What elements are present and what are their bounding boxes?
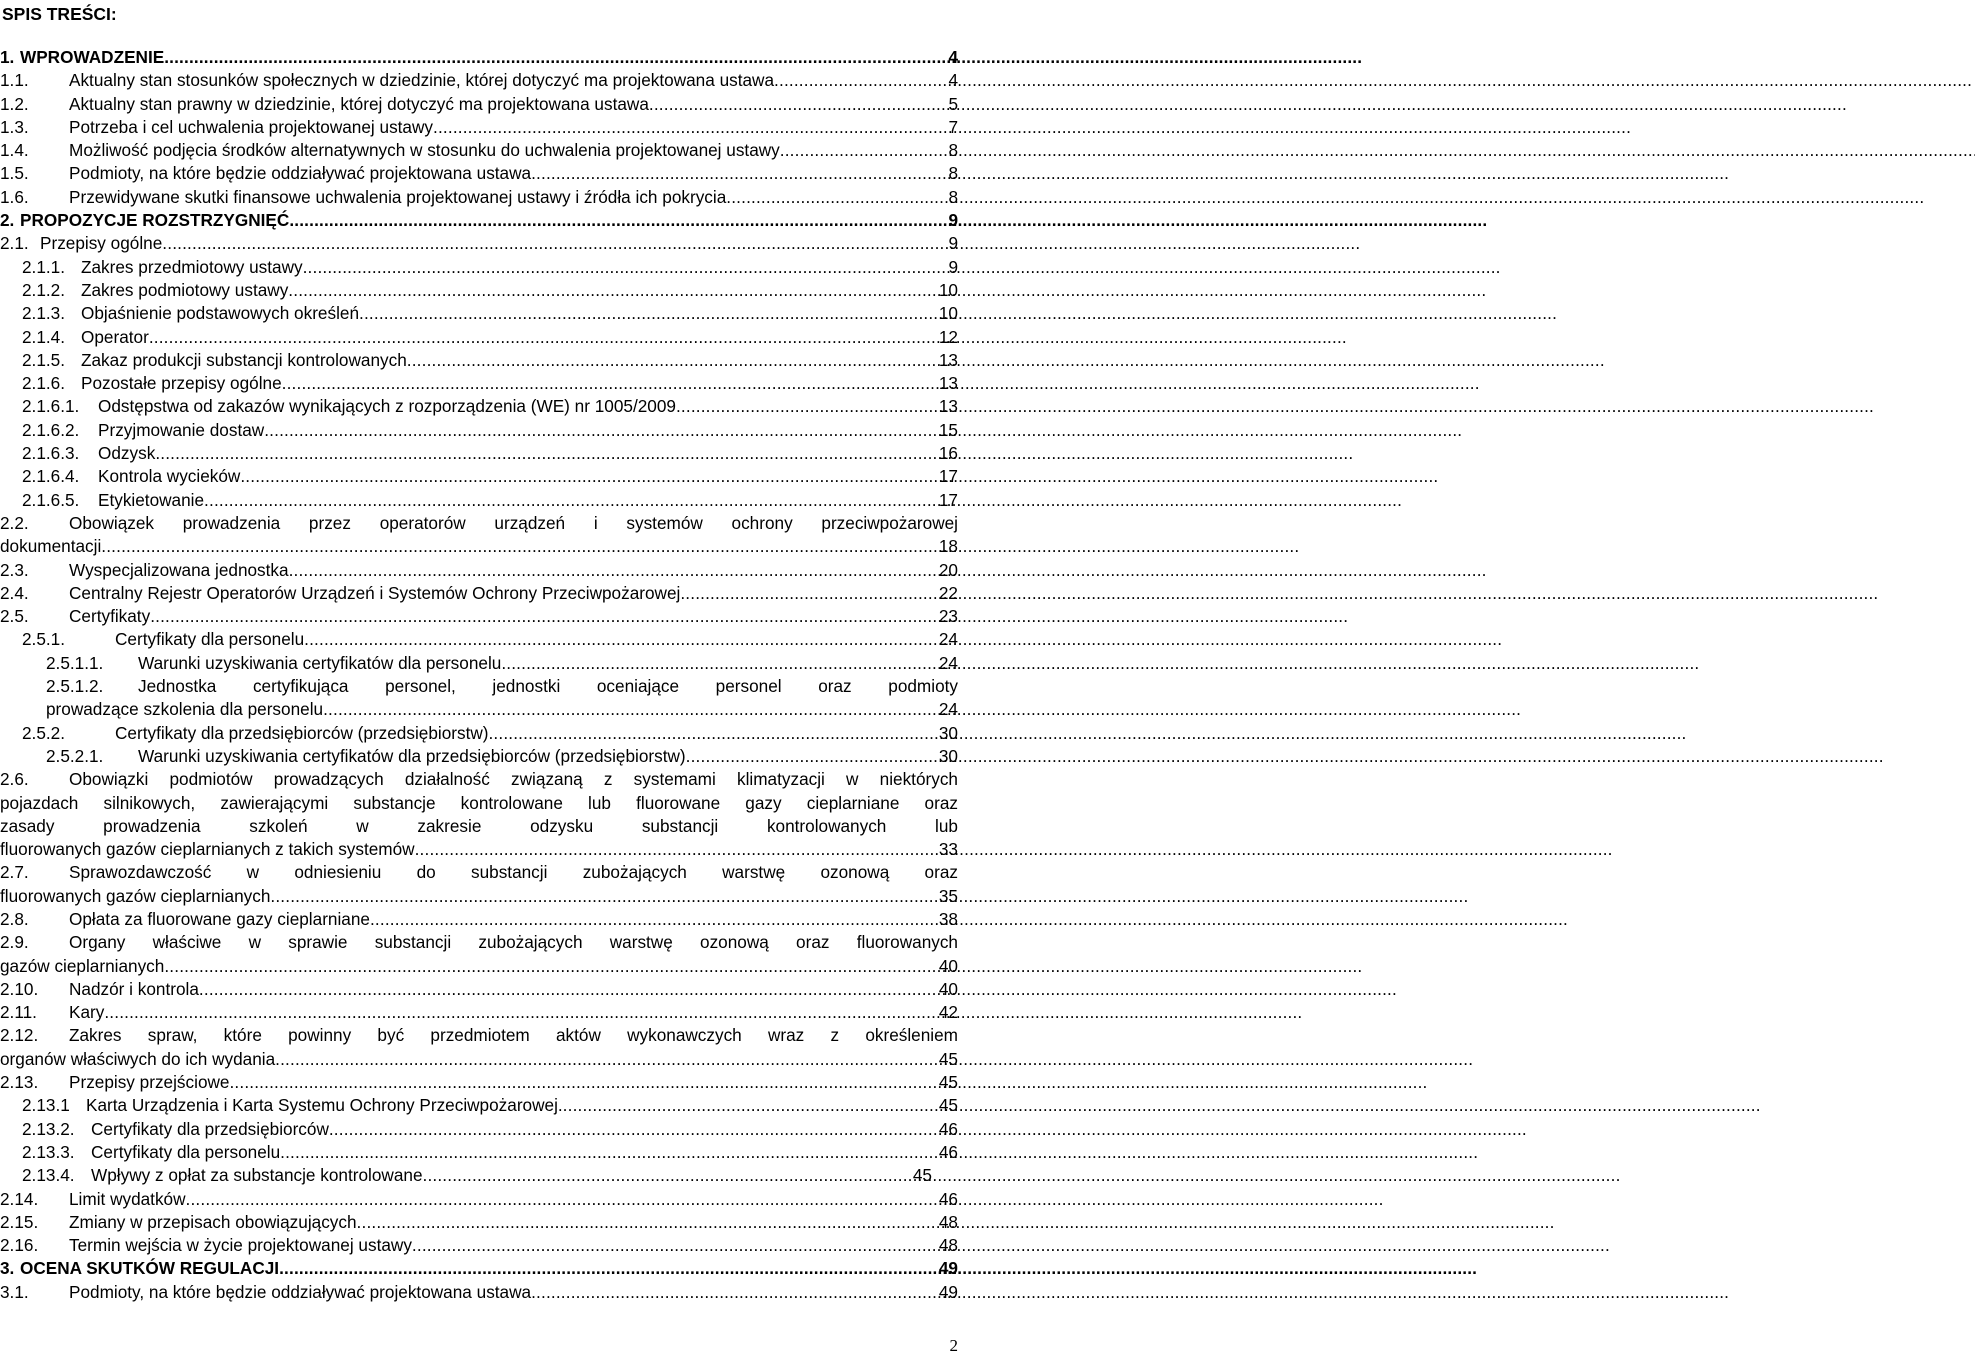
toc-entry-number: 2.7. (0, 862, 29, 883)
dot-leader (686, 745, 939, 768)
toc-entry[interactable] (0, 722, 958, 745)
toc-entry-number: 1.5. (0, 163, 29, 184)
toc-entry-number: 3. (0, 1258, 15, 1279)
toc-entry[interactable] (0, 1234, 958, 1257)
toc-entry-title: Organy właściwe w sprawie substancji zubożających warstwę ozonową oraz fluorowanych (69, 932, 958, 953)
toc-entry-title: Certyfikaty (69, 606, 151, 627)
dot-leader (303, 256, 949, 279)
dot-leader (488, 722, 938, 745)
toc-entry-page: 7 (948, 116, 958, 137)
dot-leader (423, 1164, 913, 1187)
toc-entry[interactable] (0, 1118, 958, 1141)
toc-entry-number: 2.1.1. (22, 256, 66, 277)
toc-entry-title-continued: organów właściwych do ich wydania (0, 1048, 276, 1069)
toc-entry-number: 2.6. (0, 769, 29, 790)
toc-entry[interactable] (0, 861, 958, 908)
toc-entry-title: Przepisy przejściowe (69, 1072, 230, 1093)
toc-entry-title: WPROWADZENIE (20, 47, 165, 67)
toc-entry[interactable] (0, 162, 958, 185)
dot-leader (649, 93, 949, 116)
toc-entry-title: Podmioty, na które będzie oddziaływać projektowana ustawa (69, 163, 532, 184)
toc-entry-title: Aktualny stan prawny w dziedzinie, której dotyczyć ma projektowana ustawa (69, 93, 649, 114)
toc-entry-page: 9 (948, 210, 958, 231)
toc-entry-page: 45 (938, 1072, 958, 1093)
toc-entry[interactable] (0, 349, 958, 372)
dot-leader (275, 1048, 939, 1071)
toc-entry[interactable] (0, 1024, 958, 1071)
toc-entry-number: 1.2. (0, 93, 29, 114)
toc-entry[interactable] (0, 489, 958, 512)
toc-entry-page: 49 (938, 1281, 958, 1302)
dot-leader (289, 559, 939, 582)
dot-leader (186, 1188, 939, 1211)
toc-entry[interactable] (0, 652, 958, 675)
toc-entry[interactable] (0, 419, 958, 442)
dot-leader (279, 1257, 939, 1280)
toc-entry[interactable] (0, 1164, 958, 1187)
toc-entry-page: 8 (948, 163, 958, 184)
toc-entry-page: 46 (938, 1188, 958, 1209)
toc-entry-page: 38 (938, 908, 958, 929)
toc-entry-page: 33 (938, 839, 958, 860)
toc-entry-number: 2.1.2. (22, 279, 66, 300)
toc-entry[interactable] (0, 675, 958, 722)
toc-entry-title-continued: pojazdach silnikowych, zawierającymi substancje kontrolowane lub fluorowane gazy cieplarniane oraz (0, 792, 958, 813)
toc-entry-title: Odstępstwa od zakazów wynikających z rozporządzenia (WE) nr 1005/2009 (98, 396, 676, 417)
toc-entry-title: Obowiązki podmiotów prowadzących działalność związaną z systemami klimatyzacji w niektórych (69, 769, 958, 790)
toc-entry-number: 2.1.6.5. (22, 489, 80, 510)
dot-leader (280, 1141, 939, 1164)
toc-entry-number: 2.5.2.1. (46, 745, 104, 766)
toc-entry-title: Zakaz produkcji substancji kontrolowanych (81, 349, 407, 370)
toc-entry[interactable] (0, 628, 958, 651)
toc-entry-title: Przyjmowanie dostaw (98, 419, 265, 440)
dot-leader (282, 372, 939, 395)
toc-entry-page: 30 (938, 722, 958, 743)
toc-entry-title: Warunki uzyskiwania certyfikatów dla personelu (138, 652, 502, 673)
toc-entry-page: 9 (948, 233, 958, 254)
toc-entry[interactable] (0, 582, 958, 605)
toc-entry-number: 2.1.6.1. (22, 396, 80, 417)
toc-entry-number: 2.2. (0, 512, 29, 533)
toc-entry-title: Certyfikaty dla personelu (91, 1141, 281, 1162)
toc-entry[interactable] (0, 768, 958, 861)
dot-leader (563, 1094, 939, 1117)
toc-entry-page: 10 (938, 279, 958, 300)
toc-entry[interactable] (0, 1094, 958, 1117)
toc-entry-page: 45 (938, 1048, 958, 1069)
toc-entry-page: 45 (912, 1165, 932, 1186)
dot-leader (780, 139, 949, 162)
toc-entry-page: 48 (938, 1211, 958, 1232)
toc-entry-page: 13 (938, 373, 958, 394)
dot-leader (150, 605, 939, 628)
toc-entry[interactable] (0, 908, 958, 931)
toc-entry-page: 48 (938, 1235, 958, 1256)
toc-entry[interactable] (0, 395, 958, 418)
toc-entry[interactable] (0, 745, 958, 768)
toc-entry-page: 16 (938, 443, 958, 464)
toc-entry-title: Wpływy z opłat za substancje kontrolowane (91, 1165, 423, 1186)
toc-entry-page: 10 (938, 303, 958, 324)
dot-leader (323, 698, 939, 721)
toc-entry-title: Odzysk (98, 443, 156, 464)
toc-entry-number: 1.4. (0, 140, 29, 161)
toc-entry[interactable] (0, 1211, 958, 1234)
toc-entry[interactable] (0, 559, 958, 582)
toc-entry-title: Wyspecjalizowana jednostka (69, 559, 289, 580)
toc-entry-title: Zakres podmiotowy ustawy (81, 279, 289, 300)
toc-entry-number: 2.13.2. (22, 1118, 75, 1139)
toc-entry[interactable] (0, 69, 958, 92)
toc-entry-page: 4 (948, 47, 958, 67)
dot-leader (155, 442, 939, 465)
toc-entry-title: Etykietowanie (98, 489, 205, 510)
toc-entry-number: 2.10. (0, 978, 39, 999)
toc-entry-page: 20 (938, 559, 958, 580)
toc-entry-number: 2.9. (0, 932, 29, 953)
dot-leader (240, 465, 939, 488)
toc-entry-number: 2.3. (0, 559, 29, 580)
dot-leader (357, 1211, 939, 1234)
toc-entry-page: 8 (948, 186, 958, 207)
toc-entry-number: 2.5.2. (22, 722, 66, 743)
toc-entry-page: 22 (938, 582, 958, 603)
toc-entry[interactable] (0, 1188, 958, 1211)
toc-entry-page: 17 (938, 489, 958, 510)
dot-leader (680, 582, 939, 605)
toc-entry-title: Aktualny stan stosunków społecznych w dziedzinie, której dotyczyć ma projektowana ustawa (69, 70, 775, 91)
dot-leader (501, 652, 939, 675)
toc-entry-page: 49 (938, 1258, 958, 1279)
toc-heading: SPIS TREŚCI: (2, 4, 117, 24)
toc-entry-page: 18 (938, 536, 958, 557)
dot-leader (726, 186, 948, 209)
toc-entry-title: Warunki uzyskiwania certyfikatów dla przedsiębiorców (przedsiębiorstw) (138, 745, 686, 766)
toc-entry-title-continued: prowadzące szkolenia dla personelu (46, 699, 324, 720)
toc-entry-title: Zmiany w przepisach obowiązujących (69, 1211, 357, 1232)
toc-entry[interactable] (0, 372, 958, 395)
toc-entry-page: 17 (938, 466, 958, 487)
dot-leader (415, 838, 939, 861)
toc-entry[interactable] (0, 279, 958, 302)
dot-leader (531, 1281, 939, 1304)
toc-entry-number: 2.13. (0, 1072, 39, 1093)
dot-leader (164, 46, 948, 69)
toc-entry-title: Obowiązek prowadzenia przez operatorów urządzeń i systemów ochrony przeciwpożarowej (69, 512, 958, 533)
toc-entry-number: 2.1.6.4. (22, 466, 80, 487)
toc-entry-number: 2.1.5. (22, 349, 66, 370)
toc-entry-title: Objaśnienie podstawowych określeń (81, 303, 360, 324)
toc-entry-page: 45 (938, 1095, 958, 1116)
toc-entry-title: Centralny Rejestr Operatorów Urządzeń i Systemów Ochrony Przeciwpożarowej (69, 582, 681, 603)
toc-entry[interactable] (0, 442, 958, 465)
toc-entry-title-continued: gazów cieplarnianych (0, 955, 165, 976)
toc-entry-number: 2.8. (0, 908, 29, 929)
toc-entry-number: 2.14. (0, 1188, 39, 1209)
dot-leader (204, 489, 939, 512)
toc-entry[interactable] (0, 1281, 958, 1304)
dot-leader (162, 232, 948, 255)
toc-entry[interactable] (0, 1141, 958, 1164)
toc-entry-page: 5 (948, 93, 958, 114)
dot-leader (531, 162, 948, 185)
toc-entry-number: 2.13.3. (22, 1141, 75, 1162)
document-page (0, 0, 960, 1361)
toc-entry-page: 40 (938, 955, 958, 976)
dot-leader (433, 116, 948, 139)
dot-leader (288, 279, 939, 302)
toc-entry[interactable] (0, 931, 958, 978)
toc-entry-page: 24 (938, 699, 958, 720)
toc-entry-page: 23 (938, 606, 958, 627)
toc-entry[interactable] (0, 302, 958, 325)
toc-entry-page: 24 (938, 629, 958, 650)
toc-entry[interactable] (0, 465, 958, 488)
toc-entry-number: 2.1.6.2. (22, 419, 80, 440)
toc-entry-number: 2.1.6.3. (22, 443, 80, 464)
dot-leader (329, 1118, 939, 1141)
dot-leader (289, 209, 948, 232)
toc-entry-title: Zakres spraw, które powinny być przedmiotem aktów wykonawczych wraz z określeniem (69, 1025, 958, 1046)
dot-leader (164, 955, 939, 978)
toc-entry-title: Sprawozdawczość w odniesieniu do substancji zubożających warstwę ozonową oraz (69, 862, 958, 883)
toc-entry[interactable] (0, 232, 958, 255)
toc-entry[interactable] (0, 605, 958, 628)
toc-entry-number: 2.5.1.2. (46, 676, 104, 697)
toc-entry-title: Kontrola wycieków (98, 466, 241, 487)
toc-entry-number: 2.1.6. (22, 373, 66, 394)
dot-leader (359, 302, 939, 325)
dot-leader (370, 908, 939, 931)
table-of-contents (0, 46, 958, 1304)
toc-entry-title-continued: zasady prowadzenia szkoleń w zakresie odzysku substancji kontrolowanych lub (0, 815, 958, 836)
toc-entry-page: 15 (938, 419, 958, 440)
toc-entry-title: Opłata za fluorowane gazy cieplarniane (69, 908, 370, 929)
toc-entry[interactable] (0, 93, 958, 116)
toc-entry-title: Karta Urządzenia i Karta Systemu Ochrony Przeciwpożarowej. (86, 1095, 563, 1116)
toc-entry-number: 2.5.1.1. (46, 652, 104, 673)
toc-entry-title: Operator (81, 326, 149, 347)
toc-entry-title: Certyfikaty dla przedsiębiorców (91, 1118, 329, 1139)
toc-entry-number: 2.5.1. (22, 629, 66, 650)
dot-leader (407, 349, 939, 372)
toc-entry[interactable] (0, 326, 958, 349)
toc-entry-title-continued: dokumentacji (0, 536, 102, 557)
toc-entry[interactable] (0, 186, 958, 209)
toc-entry-number: 2.4. (0, 582, 29, 603)
dot-leader (304, 628, 939, 651)
toc-entry-title: Termin wejścia w życie projektowanej ustawy (69, 1235, 412, 1256)
toc-entry-number: 2.1. (0, 233, 29, 254)
dot-leader (101, 535, 939, 558)
toc-entry[interactable] (0, 1071, 958, 1094)
toc-entry-number: 2.13.4. (22, 1165, 75, 1186)
toc-entry-number: 2.1.3. (22, 303, 66, 324)
toc-entry-number: 1.1. (0, 70, 29, 91)
toc-entry[interactable] (0, 978, 958, 1001)
toc-entry-title: Certyfikaty dla personelu (115, 629, 305, 650)
dot-leader (104, 1001, 939, 1024)
dot-leader (676, 395, 939, 418)
page-number: 2 (949, 1336, 958, 1355)
toc-entry-page: 13 (938, 349, 958, 370)
dot-leader (270, 885, 938, 908)
toc-entry-number: 2.11. (0, 1002, 37, 1023)
toc-entry[interactable] (0, 1001, 958, 1024)
toc-entry-title: Możliwość podjęcia środków alternatywnych w stosunku do uchwalenia projektowanej ustawy (69, 140, 780, 161)
toc-entry-title: Podmioty, na które będzie oddziaływać projektowana ustawa (69, 1281, 532, 1302)
toc-entry-title: Zakres przedmiotowy ustawy (81, 256, 303, 277)
toc-entry-title: Przewidywane skutki finansowe uchwalenia projektowanej ustawy i źródła ich pokrycia (69, 186, 727, 207)
toc-entry[interactable] (0, 139, 958, 162)
toc-entry-number: 2.5. (0, 606, 29, 627)
toc-entry-title: Nadzór i kontrola (69, 978, 199, 999)
toc-entry-page: 35 (938, 885, 958, 906)
toc-entry-page: 30 (938, 745, 958, 766)
toc-entry-number: 3.1. (0, 1281, 29, 1302)
toc-entry-page: 8 (948, 140, 958, 161)
toc-entry[interactable] (0, 46, 958, 69)
toc-entry-title: Limit wydatków (69, 1188, 186, 1209)
toc-entry-number: 2.12. (0, 1025, 39, 1046)
toc-entry[interactable] (0, 512, 958, 559)
toc-entry-title: PROPOZYCJE ROZSTRZYGNIĘĆ (20, 210, 290, 231)
toc-entry-title-continued: fluorowanych gazów cieplarnianych (0, 885, 271, 906)
toc-entry-number: 2.13.1 (22, 1095, 70, 1116)
toc-entry-title: Kary (69, 1002, 105, 1023)
toc-entry-title: Potrzeba i cel uchwalenia projektowanej ustawy (69, 116, 434, 137)
toc-entry[interactable] (0, 116, 958, 139)
dot-leader (412, 1234, 939, 1257)
toc-entry-number: 1.6. (0, 186, 29, 207)
toc-entry-title: Jednostka certyfikująca personel, jednostki oceniające personel oraz podmioty (138, 676, 958, 697)
toc-entry-title: OCENA SKUTKÓW REGULACJI (20, 1258, 280, 1279)
toc-entry-page: 46 (938, 1118, 958, 1139)
toc-entry-title-continued: fluorowanych gazów cieplarnianych z takich systemów (0, 839, 415, 860)
dot-leader (264, 419, 939, 442)
toc-entry-number: 2.1.4. (22, 326, 66, 347)
dot-leader (199, 978, 939, 1001)
toc-entry-number: 2. (0, 210, 15, 231)
toc-entry[interactable] (0, 1257, 958, 1280)
toc-entry-page: 46 (938, 1141, 958, 1162)
toc-entry[interactable] (0, 209, 958, 232)
toc-entry-number: 2.15. (0, 1211, 39, 1232)
toc-entry-page: 13 (938, 396, 958, 417)
toc-entry-page: 42 (938, 1002, 958, 1023)
toc-entry[interactable] (0, 256, 958, 279)
toc-entry-page: 9 (948, 256, 958, 277)
toc-entry-page: 4 (948, 70, 958, 91)
toc-entry-number: 1.3. (0, 116, 29, 137)
toc-entry-page: 40 (938, 978, 958, 999)
dot-leader (774, 69, 948, 92)
toc-entry-number: 2.16. (0, 1235, 39, 1256)
dot-leader (229, 1071, 938, 1094)
dot-leader (149, 326, 939, 349)
toc-entry-number: 1. (0, 47, 15, 67)
toc-entry-page: 24 (938, 652, 958, 673)
toc-entry-title: Przepisy ogólne (40, 233, 163, 254)
toc-entry-title: Pozostałe przepisy ogólne (81, 373, 282, 394)
toc-entry-page: 12 (938, 326, 958, 347)
toc-entry-title: Certyfikaty dla przedsiębiorców (przedsiębiorstw) (115, 722, 489, 743)
